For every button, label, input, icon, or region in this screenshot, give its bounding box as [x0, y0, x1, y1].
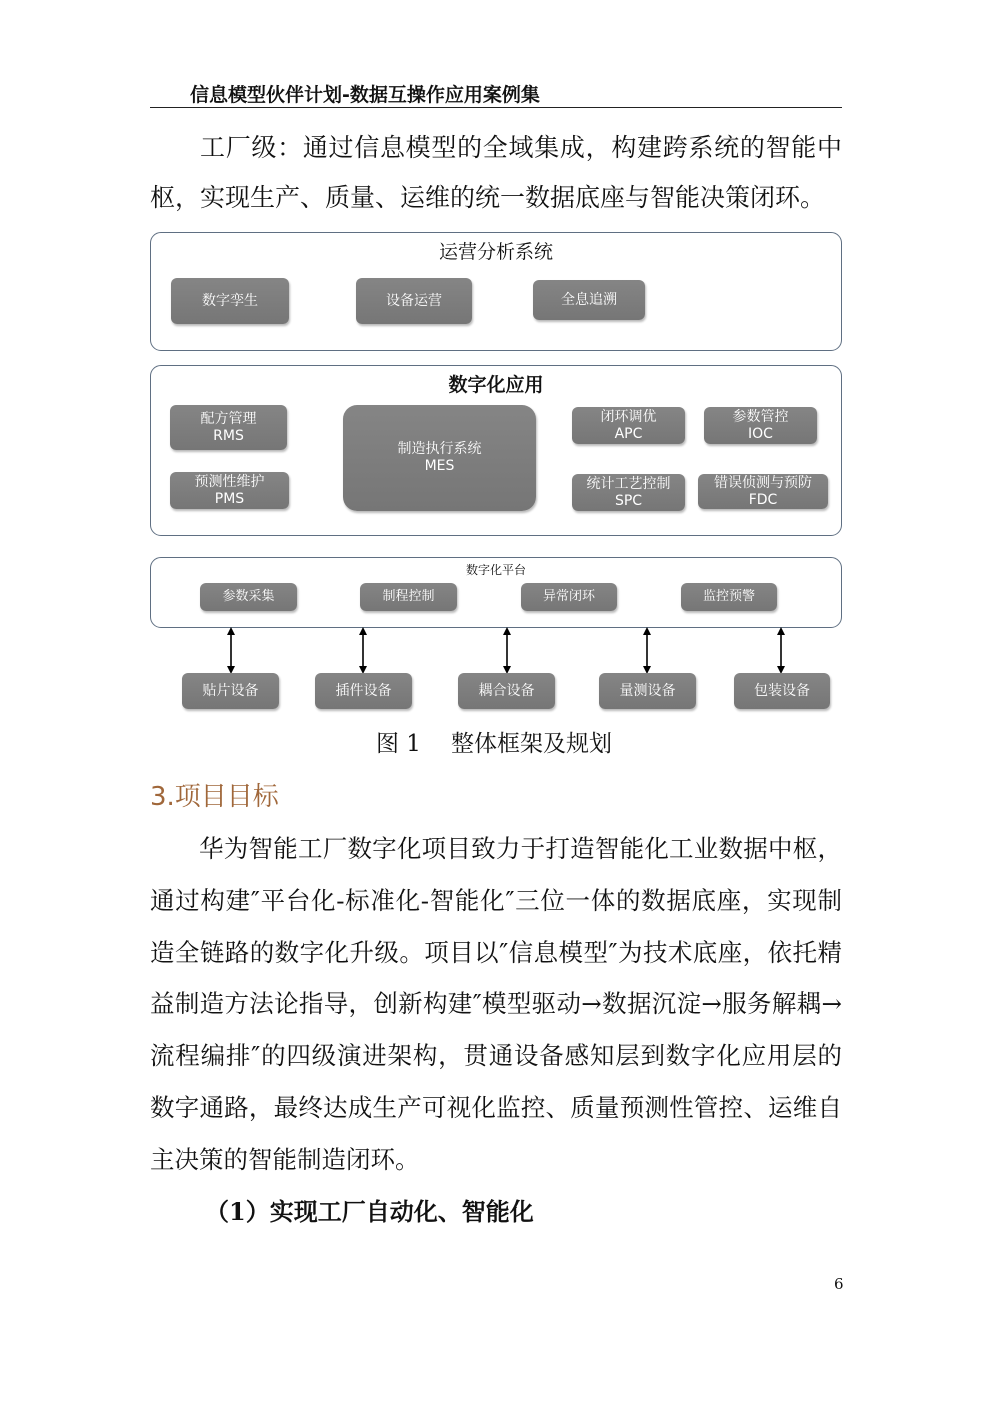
intro-paragraph: 工厂级：通过信息模型的全域集成，构建跨系统的智能中枢，实现生产、质量、运维的统一数据底座与智能决策闭环。 — [150, 133, 842, 212]
ops-item-equipment-ops — [356, 278, 472, 324]
digital-apps-box — [150, 365, 842, 536]
app-ioc — [704, 407, 817, 444]
figure-caption-label: 图 1 — [376, 731, 421, 757]
app-fdc — [698, 474, 828, 509]
app-code: FDC — [748, 491, 778, 508]
device-measurement — [599, 673, 696, 709]
device-coupling — [458, 673, 555, 709]
app-code: IOC — [748, 425, 773, 442]
platform-item-label: 参数采集 — [222, 589, 275, 604]
app-apc — [572, 407, 685, 444]
page-number: 6 — [834, 1275, 844, 1293]
ops-analysis-title: 运营分析系统 — [438, 241, 553, 263]
platform-item-label: 监控预警 — [702, 589, 755, 604]
platform-item-label: 异常闭环 — [542, 589, 595, 604]
device-label: 插件设备 — [335, 682, 392, 699]
app-mes — [343, 405, 536, 511]
app-name: 预测性维护 — [194, 473, 265, 490]
connector-arrows — [150, 627, 842, 674]
device-label: 量测设备 — [619, 682, 676, 699]
app-code: PMS — [214, 490, 245, 507]
device-label: 贴片设备 — [202, 682, 259, 699]
ops-item-digital-twin — [171, 278, 289, 324]
ops-item-label: 设备运营 — [386, 292, 442, 309]
section-heading: 3.项目目标 — [150, 782, 279, 812]
digital-platform-title: 数字化平台 — [465, 563, 526, 577]
app-code: MES — [424, 458, 455, 474]
platform-item-exception-loop — [521, 583, 617, 611]
platform-item-label: 制程控制 — [382, 589, 435, 604]
app-name: 参数管控 — [732, 408, 789, 425]
device-insertion — [315, 673, 412, 709]
ops-item-traceability — [533, 280, 645, 320]
running-header: 信息模型伙伴计划-数据互操作应用案例集 — [190, 84, 540, 106]
header-rule — [150, 107, 842, 108]
digital-platform-box — [150, 557, 842, 628]
app-name: 配方管理 — [200, 410, 257, 427]
ops-item-label: 全息追溯 — [561, 291, 617, 308]
subsection-heading: （1）实现工厂自动化、智能化 — [205, 1197, 534, 1226]
platform-item-monitoring-alert — [681, 583, 777, 611]
platform-item-process-control — [360, 583, 457, 611]
ops-analysis-box — [150, 232, 842, 351]
device-label: 包装设备 — [754, 682, 810, 699]
app-name: 闭环调优 — [600, 408, 657, 425]
digital-apps-title: 数字化应用 — [448, 374, 544, 396]
app-name: 错误侦测与预防 — [714, 474, 812, 491]
ops-item-label: 数字孪生 — [202, 292, 258, 309]
app-rms — [170, 405, 287, 450]
app-code: RMS — [213, 427, 244, 444]
app-spc — [572, 474, 685, 511]
figure-caption — [376, 728, 612, 760]
app-name: 制造执行系统 — [397, 441, 482, 457]
device-label: 耦合设备 — [478, 682, 535, 699]
app-code: SPC — [614, 492, 643, 509]
figure-caption-text: 整体框架及规划 — [450, 731, 612, 757]
device-placement — [182, 673, 279, 709]
app-pms — [170, 472, 289, 509]
section-paragraph: 华为智能工厂数字化项目致力于打造智能化工业数据中枢，通过构建″平台化-标准化-智能化″三位一体的数据底座，实现制造全链路的数字化升级。项目以″信息模型″为技术底座，依托精益制造方法论指导，创新构建″模型驱动→数据沉淀→服务解耦→流程编排″的四级演进架构，贯通设备感知层到数字化应用层的数字通路，最终达成生产可视化监控、质量预测性管控、运维自主决策的智能制造闭环。 — [150, 834, 842, 1174]
device-packaging — [734, 673, 830, 709]
platform-item-data-collection — [200, 583, 297, 611]
app-code: APC — [614, 425, 643, 442]
app-name: 统计工艺控制 — [586, 475, 671, 492]
